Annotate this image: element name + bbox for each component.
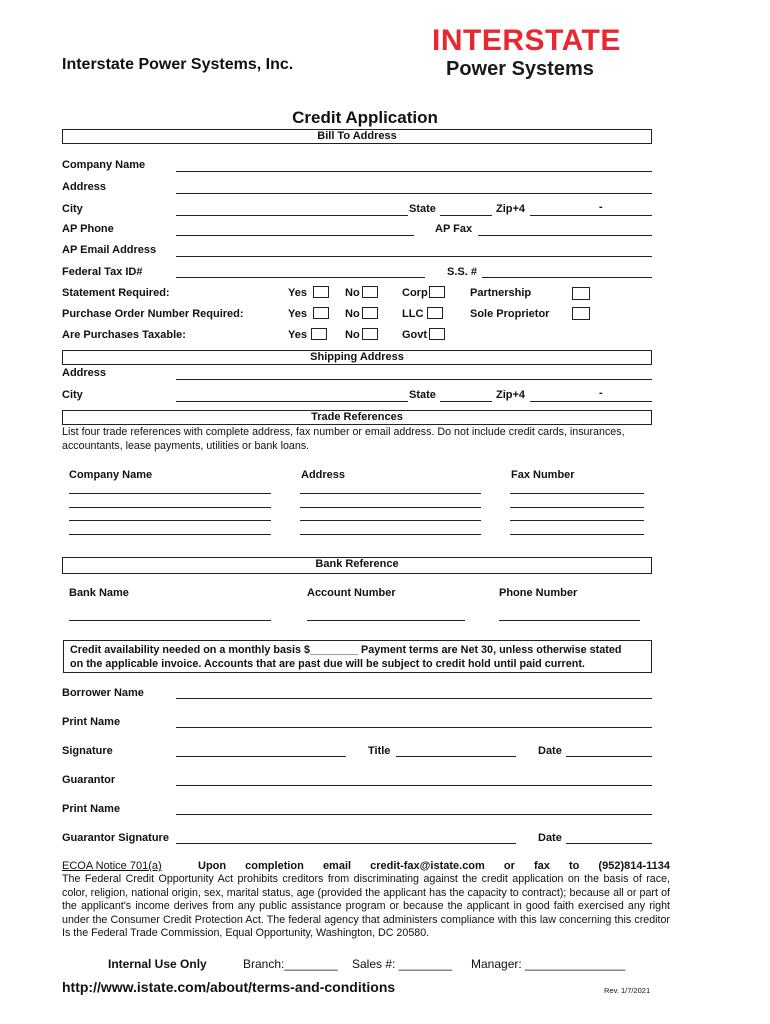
po-yes-checkbox[interactable]: [313, 307, 329, 319]
partnership-checkbox[interactable]: [572, 287, 590, 300]
trade-company-field-1[interactable]: [69, 493, 271, 494]
date-field[interactable]: [566, 756, 652, 757]
ecoa-submit-instructions: Upon completion email credit-fax@istate.com or fax to (952)814-1134: [198, 860, 670, 872]
trade-address-field-4[interactable]: [300, 534, 481, 535]
borrower-name-field[interactable]: [176, 698, 652, 699]
guarantor-field[interactable]: [176, 785, 652, 786]
shipping-heading: Shipping Address: [62, 350, 652, 365]
statement-yes-label: Yes: [288, 287, 307, 299]
page-title: Credit Application: [292, 108, 438, 127]
ecoa-notice: ECOA Notice 701(a): [62, 860, 162, 872]
bank-heading: Bank Reference: [62, 557, 652, 574]
taxable-label: Are Purchases Taxable:: [62, 329, 186, 341]
zip-dash: -: [599, 201, 603, 213]
taxable-no-checkbox[interactable]: [362, 328, 378, 340]
ship-state-label: State: [409, 389, 436, 401]
ship-city-field[interactable]: [176, 401, 408, 402]
trade-company-field-4[interactable]: [69, 534, 271, 535]
guarantor-label: Guarantor: [62, 774, 116, 786]
sole-proprietor-checkbox[interactable]: [572, 307, 590, 320]
date-label: Date: [538, 745, 562, 757]
state-field[interactable]: [440, 215, 492, 216]
credit-terms-line1: Credit availability needed on a monthly basis $________ Payment terms are Net 30, unless otherwise stated: [70, 644, 622, 656]
ap-email-label: AP Email Address: [62, 244, 157, 256]
llc-label: LLC: [402, 308, 424, 320]
bank-col-name: Bank Name: [69, 587, 129, 599]
po-label: Purchase Order Number Required:: [62, 308, 244, 320]
po-no-label: No: [345, 308, 360, 320]
bill-to-heading: Bill To Address: [62, 129, 652, 144]
trade-col-company: Company Name: [69, 469, 153, 481]
bank-col-account: Account Number: [307, 587, 396, 599]
statement-no-checkbox[interactable]: [362, 286, 378, 298]
zip-label: Zip+4: [496, 203, 526, 215]
ap-phone-field[interactable]: [176, 235, 414, 236]
address-label: Address: [62, 181, 107, 193]
state-label: State: [409, 203, 436, 215]
guarantor-signature-label: Guarantor Signature: [62, 832, 169, 844]
trade-instructions: List four trade references with complete address, fax number or email address. Do not include credit cards, insurances, accountants, lease payments, utilities or bank loans.: [62, 426, 625, 452]
zip-field[interactable]: [530, 215, 652, 216]
sales-field[interactable]: Sales #: ________: [352, 957, 453, 971]
signature-field[interactable]: [176, 756, 346, 757]
date2-field[interactable]: [566, 843, 652, 844]
terms-url[interactable]: http://www.istate.com/about/terms-and-conditions: [62, 979, 396, 995]
manager-field[interactable]: Manager: _______________: [471, 957, 626, 971]
po-no-checkbox[interactable]: [362, 307, 378, 319]
trade-col-fax: Fax Number: [511, 469, 575, 481]
statement-yes-checkbox[interactable]: [313, 286, 329, 298]
internal-use-label: Internal Use Only: [108, 957, 207, 971]
bank-name-field[interactable]: [69, 620, 271, 621]
ship-city-label: City: [62, 389, 83, 401]
print-name-field[interactable]: [176, 727, 652, 728]
borrower-name-label: Borrower Name: [62, 687, 144, 699]
govt-label: Govt: [402, 329, 428, 341]
ship-address-label: Address: [62, 367, 107, 379]
print-name2-label: Print Name: [62, 803, 121, 815]
guarantor-signature-field[interactable]: [176, 843, 516, 844]
partnership-label: Partnership: [470, 287, 532, 299]
company-name-field[interactable]: [176, 171, 652, 172]
bank-phone-field[interactable]: [499, 620, 640, 621]
ship-address-field[interactable]: [176, 379, 652, 380]
branch-field[interactable]: Branch:________: [243, 957, 338, 971]
ss-field[interactable]: [482, 277, 652, 278]
taxable-yes-label: Yes: [288, 329, 307, 341]
taxable-no-label: No: [345, 329, 360, 341]
credit-terms-line2: on the applicable invoice. Accounts that are past due will be subject to credit hold until paid current.: [70, 658, 585, 670]
po-yes-label: Yes: [288, 308, 307, 320]
trade-company-field-3[interactable]: [69, 520, 271, 521]
trade-fax-field-3[interactable]: [510, 520, 644, 521]
sole-proprietor-label: Sole Proprietor: [470, 308, 550, 320]
signature-label: Signature: [62, 745, 113, 757]
trade-heading: Trade References: [62, 410, 652, 425]
revision-date: Rev. 1/7/2021: [604, 986, 651, 995]
trade-fax-field-4[interactable]: [510, 534, 644, 535]
ap-fax-field[interactable]: [478, 235, 652, 236]
title-label: Title: [368, 745, 391, 757]
bank-account-field[interactable]: [307, 620, 465, 621]
credit-terms-box: [63, 640, 652, 673]
tax-id-label: Federal Tax ID#: [62, 266, 143, 278]
print-name-label: Print Name: [62, 716, 121, 728]
ship-zip-field[interactable]: [530, 401, 652, 402]
trade-fax-field-1[interactable]: [510, 493, 644, 494]
statement-label: Statement Required:: [62, 287, 170, 299]
ship-state-field[interactable]: [440, 401, 492, 402]
ap-phone-label: AP Phone: [62, 223, 114, 235]
ship-zip-label: Zip+4: [496, 389, 526, 401]
llc-checkbox[interactable]: [427, 307, 443, 319]
company-title: Interstate Power Systems, Inc.: [62, 56, 294, 73]
ship-zip-dash: -: [599, 387, 603, 399]
trade-address-field-2[interactable]: [300, 507, 481, 508]
tax-id-field[interactable]: [176, 277, 425, 278]
ap-fax-label: AP Fax: [435, 223, 473, 235]
city-label: City: [62, 203, 83, 215]
corp-checkbox[interactable]: [429, 286, 445, 298]
print-name2-field[interactable]: [176, 814, 652, 815]
city-field[interactable]: [176, 215, 408, 216]
bank-col-phone: Phone Number: [499, 587, 578, 599]
address-field[interactable]: [176, 193, 652, 194]
date2-label: Date: [538, 832, 562, 844]
logo-interstate: INTERSTATE: [432, 24, 621, 57]
trade-address-field-1[interactable]: [300, 493, 481, 494]
ss-label: S.S. #: [447, 266, 477, 278]
title-field[interactable]: [396, 756, 516, 757]
govt-checkbox[interactable]: [429, 328, 445, 340]
ap-email-field[interactable]: [176, 256, 652, 257]
trade-col-address: Address: [301, 469, 346, 481]
trade-company-field-2[interactable]: [69, 507, 271, 508]
trade-fax-field-2[interactable]: [510, 507, 644, 508]
corp-label: Corp: [402, 287, 428, 299]
trade-address-field-3[interactable]: [300, 520, 481, 521]
company-name-label: Company Name: [62, 159, 146, 171]
statement-no-label: No: [345, 287, 360, 299]
ecoa-body: The Federal Credit Opportunity Act prohibits creditors from discriminating against the credit application on the basis of race, color, religion, national origin, sex, marital status, age (provided the applicant has the capacity to contract); because all or part of the applicant's income derives from any public assistance program or because the applicant in good faith exercised any right under the Consumer Credit Protection Act. The federal agency that administers compliance with this law concerning this creditor Is the Federal Trade Commission, Equal Opportunity, Washington, DC 20580.: [62, 873, 670, 940]
taxable-yes-checkbox[interactable]: [311, 328, 327, 340]
logo-power-systems: Power Systems: [446, 58, 594, 80]
